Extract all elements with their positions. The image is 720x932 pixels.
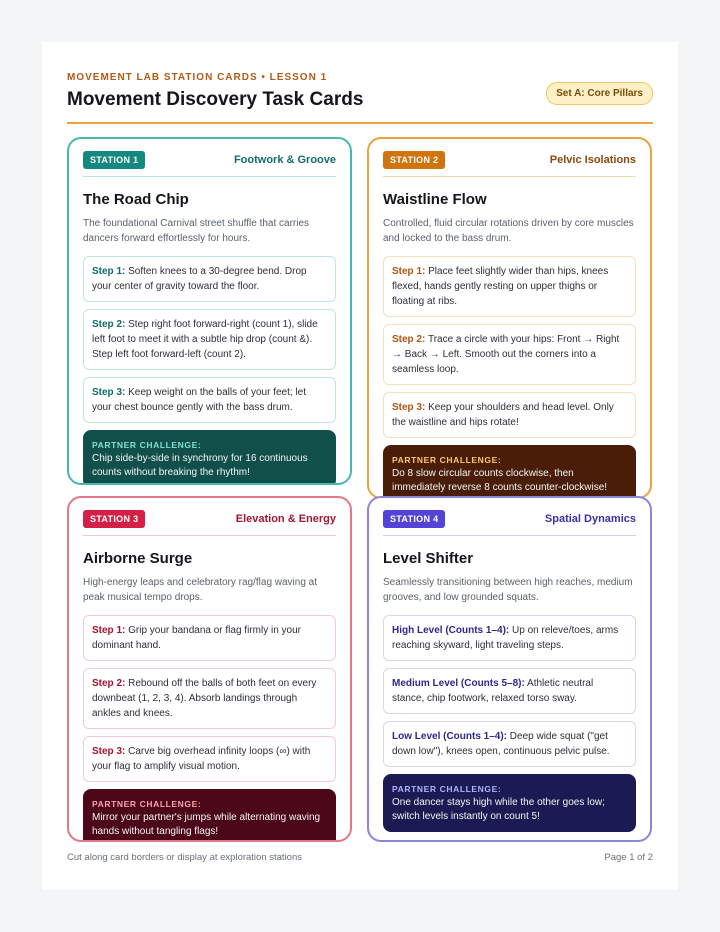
step-text: Place feet slightly wider than hips, knees flexed, hands gently resting on upper thighs or floating at ribs. (392, 266, 609, 307)
partner-challenge (383, 445, 636, 499)
station-tag: STATION 1 (83, 151, 145, 169)
challenge-label: PARTNER CHALLENGE: (392, 455, 502, 465)
step-item (383, 668, 636, 714)
card-header (383, 151, 636, 177)
station-card-3 (67, 496, 352, 842)
card-description: Controlled, fluid circular rotations driven by core muscles and locked to the bass drum. (383, 218, 634, 244)
card-title: Level Shifter (383, 550, 474, 567)
card-header (83, 151, 336, 177)
step-text: Rebound off the balls of both feet on every downbeat (1, 2, 3, 4). Absorb landings through ankles and knees. (92, 678, 317, 719)
step-item (83, 377, 336, 423)
station-focus: Elevation & Energy (235, 513, 336, 525)
step-label: Step 2: (392, 334, 426, 345)
challenge-text: One dancer stays high while the other goes low; switch levels instantly on count 5! (392, 797, 605, 822)
card-description: High-energy leaps and celebratory rag/flag waving at peak musical tempo drops. (83, 577, 318, 603)
step-text: Step right foot forward-right (count 1), slide left foot to meet it with a subtle hip drop (count &). Step left foot forward-left (count 2). (92, 319, 318, 360)
page-footer (67, 852, 653, 863)
step-item (83, 668, 336, 729)
card-header (83, 510, 336, 536)
step-label: Step 1: (92, 625, 126, 636)
station-card-1 (67, 137, 352, 485)
page-title: Movement Discovery Task Cards (67, 89, 364, 110)
station-tag: STATION 2 (383, 151, 445, 169)
station-focus: Spatial Dynamics (544, 513, 636, 525)
step-label: High Level (Counts 1–4): (392, 625, 510, 636)
challenge-text: Chip side-by-side in synchrony for 16 continuous counts without breaking the rhythm! (92, 453, 308, 478)
challenge-label: PARTNER CHALLENGE: (92, 440, 202, 450)
challenge-text: Do 8 slow circular counts clockwise, then immediately reverse 8 counts counter-clockwise! (392, 468, 608, 493)
partner-challenge (83, 789, 336, 842)
card-description: Seamlessly transitioning between high reaches, medium grooves, and low grounded squats. (383, 577, 633, 603)
step-label: Step 1: (392, 266, 426, 277)
step-label: Step 1: (92, 266, 126, 277)
card-description: The foundational Carnival street shuffle that carries dancers forward effortlessly for hours. (83, 218, 310, 244)
challenge-label: PARTNER CHALLENGE: (392, 784, 502, 794)
step-text: Grip your bandana or flag firmly in your dominant hand. (92, 625, 301, 651)
card-title: Airborne Surge (83, 550, 193, 567)
partner-challenge (383, 774, 636, 832)
page-number: Page 1 of 2 (604, 852, 653, 863)
station-card-2 (367, 137, 652, 499)
set-badge: Set A: Core Pillars (546, 82, 653, 105)
step-list (83, 615, 336, 782)
station-focus: Pelvic Isolations (549, 154, 636, 166)
challenge-text: Mirror your partner's jumps while alternating waving hands without tangling flags! (92, 812, 321, 837)
step-list (83, 256, 336, 423)
step-text: Keep your shoulders and head level. Only the waistline and hips rotate! (392, 402, 614, 428)
step-list (383, 615, 636, 767)
step-item (83, 256, 336, 302)
card-header (383, 510, 636, 536)
challenge-label: PARTNER CHALLENGE: (92, 799, 202, 809)
worksheet-page (42, 42, 678, 890)
step-item (383, 721, 636, 767)
step-text: Trace a circle with your hips: Front → Right → Back → Left. Smooth out the corners into a seamless loop. (392, 334, 620, 375)
station-focus: Footwork & Groove (233, 154, 336, 166)
step-item (83, 615, 336, 661)
station-tag: STATION 4 (383, 510, 445, 528)
step-item (383, 392, 636, 438)
header-eyebrow: MOVEMENT LAB STATION CARDS • LESSON 1 (67, 72, 328, 83)
step-text: Carve big overhead infinity loops (∞) with your flag to amplify visual motion. (92, 746, 311, 772)
step-item (383, 256, 636, 317)
step-text: Soften knees to a 30-degree bend. Drop your center of gravity toward the floor. (92, 266, 307, 292)
step-item (83, 736, 336, 782)
card-title: The Road Chip (83, 191, 189, 208)
step-item (383, 324, 636, 385)
step-label: Low Level (Counts 1–4): (392, 731, 508, 742)
step-label: Medium Level (Counts 5–8): (392, 678, 525, 689)
step-label: Step 2: (92, 319, 126, 330)
station-card-4 (367, 496, 652, 842)
step-text: Deep wide squat ("get down low"), knees open, continuous pelvic pulse. (392, 731, 610, 757)
step-label: Step 3: (92, 387, 126, 398)
step-item (83, 309, 336, 370)
station-tag: STATION 3 (83, 510, 145, 528)
step-list (383, 256, 636, 438)
step-text: Keep weight on the balls of your feet; let your chest bounce gently with the bass drum. (92, 387, 307, 413)
step-label: Step 3: (392, 402, 426, 413)
step-label: Step 3: (92, 746, 126, 757)
step-label: Step 2: (92, 678, 126, 689)
page-header (67, 72, 653, 124)
footer-note: Cut along card borders or display at exploration stations (67, 852, 302, 863)
partner-challenge (83, 430, 336, 485)
card-title: Waistline Flow (383, 191, 487, 208)
step-text: Up on releve/toes, arms reaching skyward, light traveling steps. (392, 625, 619, 651)
step-text: Athletic neutral stance, chip footwork, relaxed torso sway. (392, 678, 594, 704)
step-item (383, 615, 636, 661)
